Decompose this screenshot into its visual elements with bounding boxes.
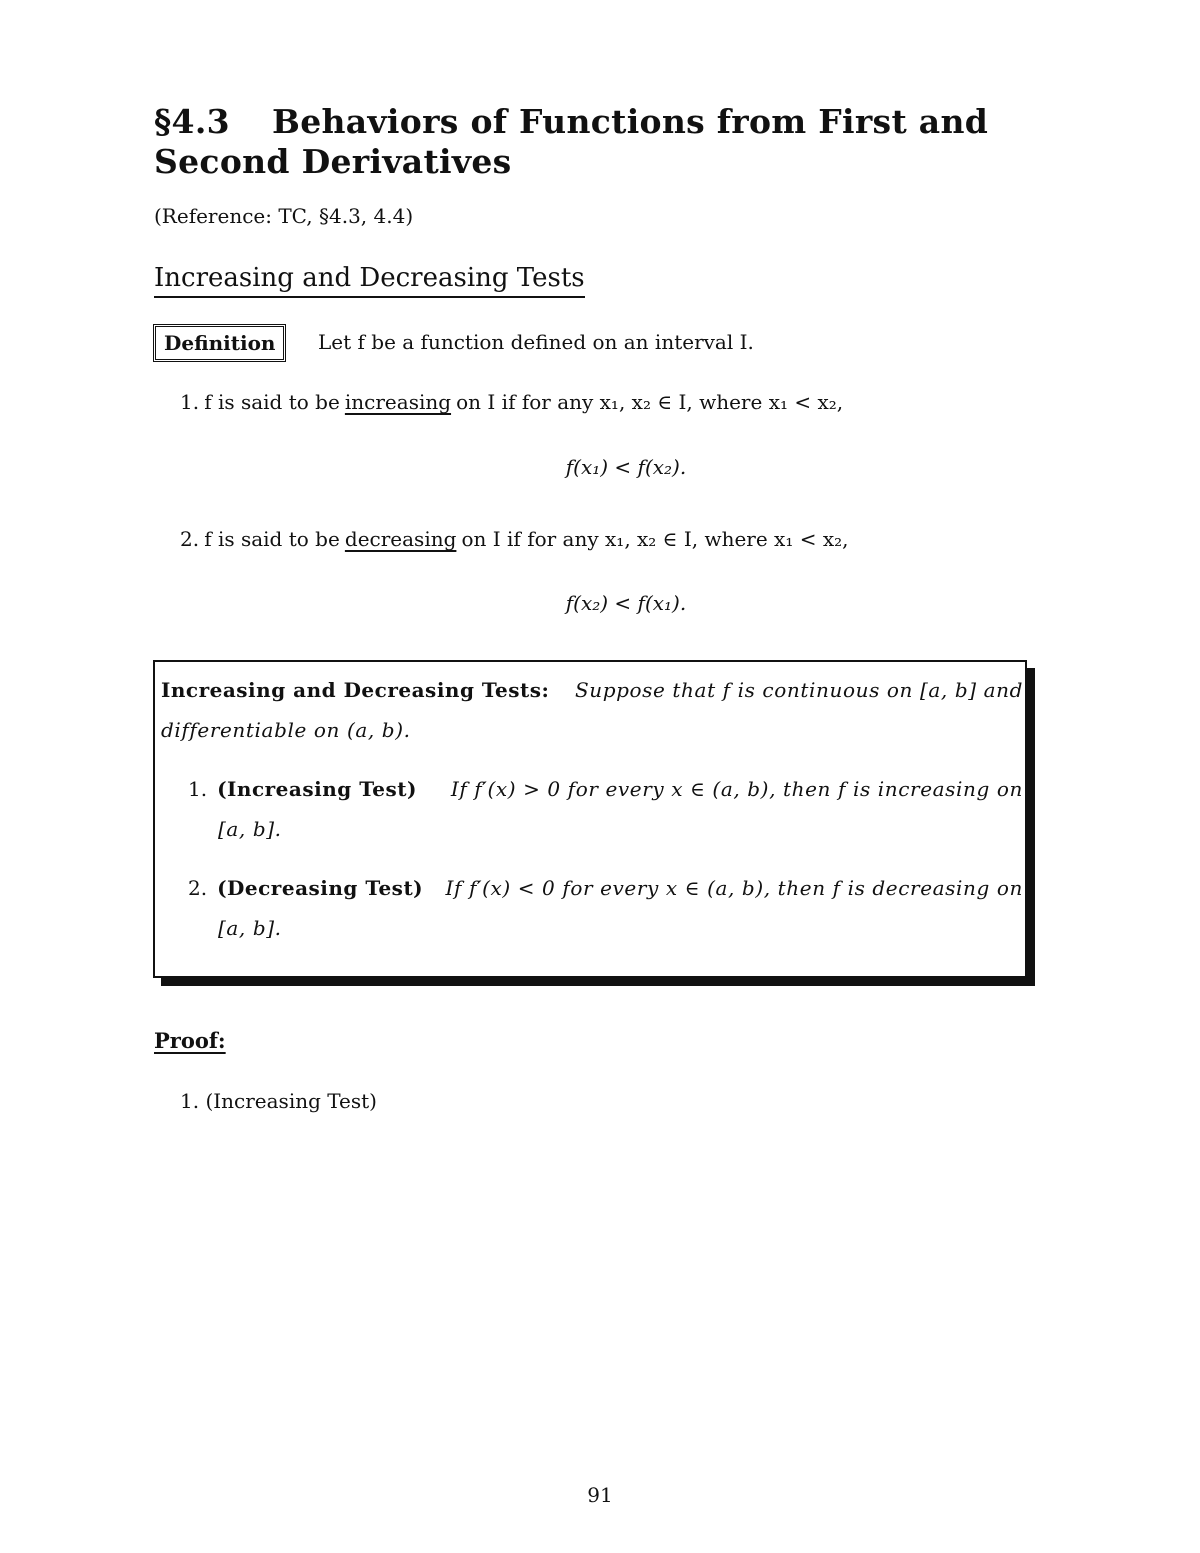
subsection-title: Increasing and Decreasing Tests bbox=[154, 262, 585, 298]
section-title-text: Behaviors of Functions from First and Second Derivatives bbox=[154, 102, 989, 181]
list-label: 1. bbox=[180, 390, 200, 414]
increasing-test-text: If f′(x) > 0 for every x ∈ (a, b), then f is increasing on bbox=[450, 777, 1023, 801]
term-decreasing: decreasing bbox=[344, 527, 457, 551]
term-increasing: increasing bbox=[344, 390, 452, 414]
page-number: 91 bbox=[587, 1483, 613, 1507]
list-label: 2. bbox=[180, 527, 200, 551]
increasing-test-interval: [a, b]. bbox=[218, 817, 282, 841]
definition-lead: f is said to be bbox=[204, 527, 340, 551]
decreasing-test-interval: [a, b]. bbox=[218, 916, 282, 940]
decreasing-test-text: If f′(x) < 0 for every x ∈ (a, b), then f is decreasing on bbox=[445, 876, 1023, 900]
theorem-item-2 bbox=[188, 876, 1023, 900]
theorem-heading: Increasing and Decreasing Tests: bbox=[161, 678, 550, 702]
decreasing-test-name: (Decreasing Test) bbox=[217, 876, 424, 900]
theorem-box bbox=[153, 660, 1027, 978]
theorem-line-1 bbox=[161, 678, 1023, 702]
definition-rest: on I if for any x₁, x₂ ∈ I, where x₁ < x₂, bbox=[456, 390, 844, 414]
theorem-item-label: 1. bbox=[188, 777, 208, 801]
increasing-test-name: (Increasing Test) bbox=[217, 777, 417, 801]
theorem-item-1 bbox=[188, 777, 1023, 801]
reference-note: (Reference: TC, §4.3, 4.4) bbox=[154, 204, 414, 228]
display-equation-2: f(x₂) < f(x₁). bbox=[565, 591, 687, 615]
display-equation-1: f(x₁) < f(x₂). bbox=[565, 455, 687, 479]
definition-item-2 bbox=[180, 527, 848, 551]
definition-lead: f is said to be bbox=[204, 390, 340, 414]
theorem-statement-2: differentiable on (a, b). bbox=[161, 718, 411, 742]
definition-item-1 bbox=[180, 390, 843, 414]
proof-item-text: (Increasing Test) bbox=[205, 1089, 377, 1113]
definition-rest: on I if for any x₁, x₂ ∈ I, where x₁ < x₂, bbox=[461, 527, 849, 551]
section-title bbox=[154, 102, 1054, 182]
proof-label: Proof: bbox=[154, 1028, 226, 1053]
theorem-statement-1: Suppose that f is continuous on [a, b] and bbox=[574, 678, 1023, 702]
section-number: §4.3 bbox=[154, 102, 230, 141]
theorem-item-label: 2. bbox=[188, 876, 208, 900]
list-label: 1. bbox=[180, 1089, 200, 1113]
definition-tag: Definition bbox=[153, 324, 286, 362]
proof-item-1 bbox=[180, 1089, 377, 1113]
definition-intro: Let f be a function defined on an interval I. bbox=[318, 330, 754, 354]
